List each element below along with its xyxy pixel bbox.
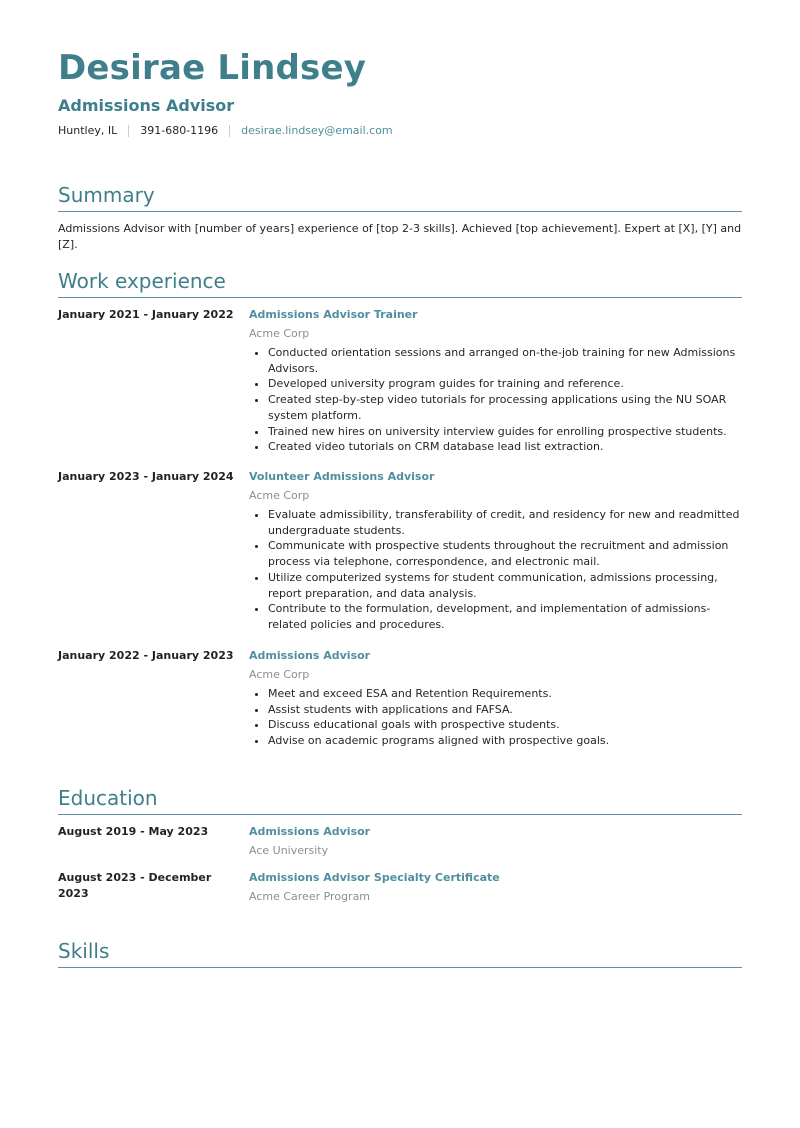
education-dates: August 2019 - May 2023 xyxy=(58,825,209,838)
work-details xyxy=(249,469,742,633)
job-title: Admissions Advisor xyxy=(249,649,371,662)
job-bullet: • Assist students with applications and FAFSA. xyxy=(268,702,742,718)
job-title: Volunteer Admissions Advisor xyxy=(249,470,435,483)
company-name: Acme Corp xyxy=(249,668,310,681)
job-bullet: • Created video tutorials on CRM database lead list extraction. xyxy=(268,439,742,455)
contact-info xyxy=(58,124,393,137)
job-bullets xyxy=(249,507,742,633)
contact-location: Huntley, IL xyxy=(58,124,118,137)
summary-text: Admissions Advisor with [number of years] experience of [top 2-3 skills]. Achieved [top achievement]. Expert at [X], [Y] and [Z]. xyxy=(58,222,742,251)
candidate-title: Admissions Advisor xyxy=(58,96,235,115)
job-bullets xyxy=(249,686,742,749)
work-dates: January 2023 - January 2024 xyxy=(58,470,234,483)
job-bullet: • Conducted orientation sessions and arranged on-the-job training for new Admissions Advisors. xyxy=(268,345,742,376)
contact-email-link[interactable]: desirae.lindsey@email.com xyxy=(241,124,393,137)
job-bullet: • Developed university program guides for training and reference. xyxy=(268,376,742,392)
degree-title: Admissions Advisor xyxy=(249,825,371,838)
education-details xyxy=(249,824,742,859)
work-experience-heading: Work experience xyxy=(58,269,742,298)
job-bullet: • Communicate with prospective students throughout the recruitment and admission process via telephone, correspondence, and electronic mail. xyxy=(268,538,742,569)
job-title: Admissions Advisor Trainer xyxy=(249,308,418,321)
school-name: Acme Career Program xyxy=(249,890,371,903)
work-details xyxy=(249,307,742,455)
job-bullet: • Trained new hires on university interview guides for enrolling prospective students. xyxy=(268,424,742,440)
work-dates: January 2021 - January 2022 xyxy=(58,308,234,321)
degree-title: Admissions Advisor Specialty Certificate xyxy=(249,871,500,884)
school-name: Ace University xyxy=(249,844,329,857)
job-bullet: • Advise on academic programs aligned with prospective goals. xyxy=(268,733,742,749)
job-bullet: • Utilize computerized systems for student communication, admissions processing, report preparation, and data analysis. xyxy=(268,570,742,601)
job-bullet: • Created step-by-step video tutorials for processing applications using the NU SOAR system platform. xyxy=(268,392,742,423)
education-heading: Education xyxy=(58,786,742,815)
contact-phone: 391-680-1196 xyxy=(140,124,219,137)
job-bullet: • Discuss educational goals with prospective students. xyxy=(268,717,742,733)
work-dates: January 2022 - January 2023 xyxy=(58,649,234,662)
summary-heading: Summary xyxy=(58,183,742,212)
company-name: Acme Corp xyxy=(249,327,310,340)
skills-heading: Skills xyxy=(58,939,742,968)
education-details xyxy=(249,870,742,905)
job-bullet: • Meet and exceed ESA and Retention Requirements. xyxy=(268,686,742,702)
job-bullet: • Evaluate admissibility, transferability of credit, and residency for new and readmitted undergraduate students. xyxy=(268,507,742,538)
education-dates: August 2023 - December 2023 xyxy=(58,871,212,900)
work-details xyxy=(249,648,742,749)
candidate-name: Desirae Lindsey xyxy=(58,48,367,88)
company-name: Acme Corp xyxy=(249,489,310,502)
job-bullets xyxy=(249,345,742,455)
contact-divider xyxy=(229,125,230,137)
contact-divider xyxy=(128,125,129,137)
job-bullet: • Contribute to the formulation, development, and implementation of admissions-related policies and procedures. xyxy=(268,601,742,632)
